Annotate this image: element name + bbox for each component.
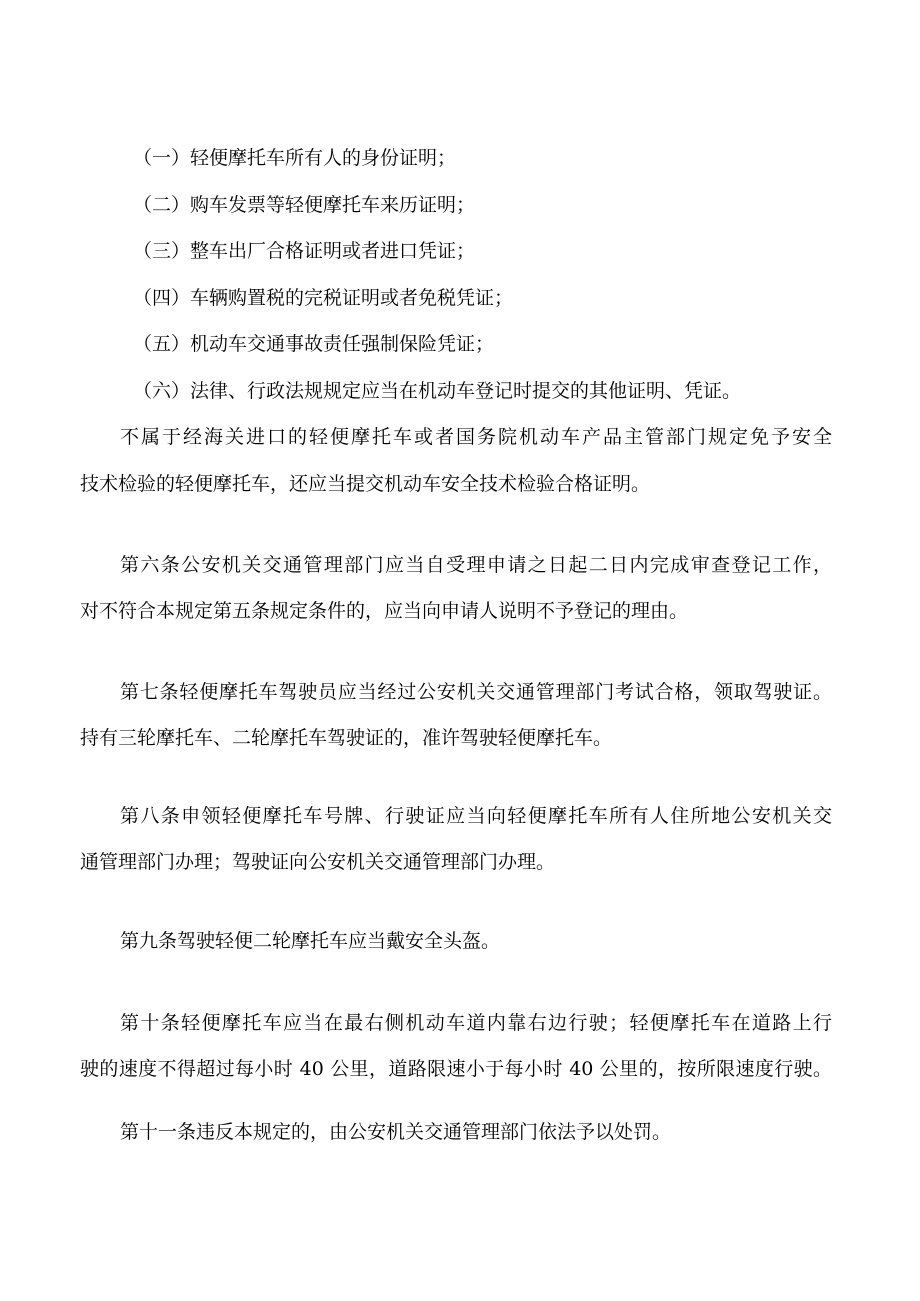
article-11-line-1: 第十一条违反本规定的，由公安机关交通管理部门依法予以处罚。 — [120, 1121, 672, 1143]
article-7-line-1: 第七条轻便摩托车驾驶员应当经过公安机关交通管理部门考试合格，领取驾驶证。 — [120, 681, 832, 703]
article-8-line-2: 通管理部门办理；驾驶证向公安机关交通管理部门办理。 — [80, 851, 556, 873]
list-item-4: （四）车辆购置税的完税证明或者免税凭证； — [133, 287, 514, 309]
list-item-5: （五）机动车交通事故责任强制保险凭证； — [133, 333, 495, 355]
list-item-1: （一）轻便摩托车所有人的身份证明； — [133, 147, 457, 169]
article-8-line-1: 第八条申领轻便摩托车号牌、行驶证应当向轻便摩托车所有人住所地公安机关交 — [120, 805, 832, 827]
article-10-line-2: 驶的速度不得超过每小时 40 公里，道路限速小于每小时 40 公里的，按所限速度行驶。 — [80, 1058, 832, 1080]
exemption-paragraph-line-2: 技术检验的轻便摩托车，还应当提交机动车安全技术检验合格证明。 — [80, 473, 651, 495]
list-item-2: （二）购车发票等轻便摩托车来历证明； — [133, 194, 476, 216]
list-item-3: （三）整车出厂合格证明或者进口凭证； — [133, 240, 476, 262]
article-9-line-1: 第九条驾驶轻便二轮摩托车应当戴安全头盔。 — [120, 930, 501, 952]
exemption-paragraph-line-1: 不属于经海关进口的轻便摩托车或者国务院机动车产品主管部门规定免予安全 — [120, 426, 832, 448]
article-6-line-2: 对不符合本规定第五条规定条件的，应当向申请人说明不予登记的理由。 — [80, 600, 689, 622]
list-item-6: （六）法律、行政法规规定应当在机动车登记时提交的其他证明、凭证。 — [133, 380, 742, 402]
article-10-line-1: 第十条轻便摩托车应当在最右侧机动车道内靠右边行驶；轻便摩托车在道路上行 — [120, 1012, 832, 1034]
article-6-line-1: 第六条公安机关交通管理部门应当自受理申请之日起二日内完成审查登记工作， — [120, 554, 832, 576]
article-7-line-2: 持有三轮摩托车、二轮摩托车驾驶证的，准许驾驶轻便摩托车。 — [80, 727, 613, 749]
